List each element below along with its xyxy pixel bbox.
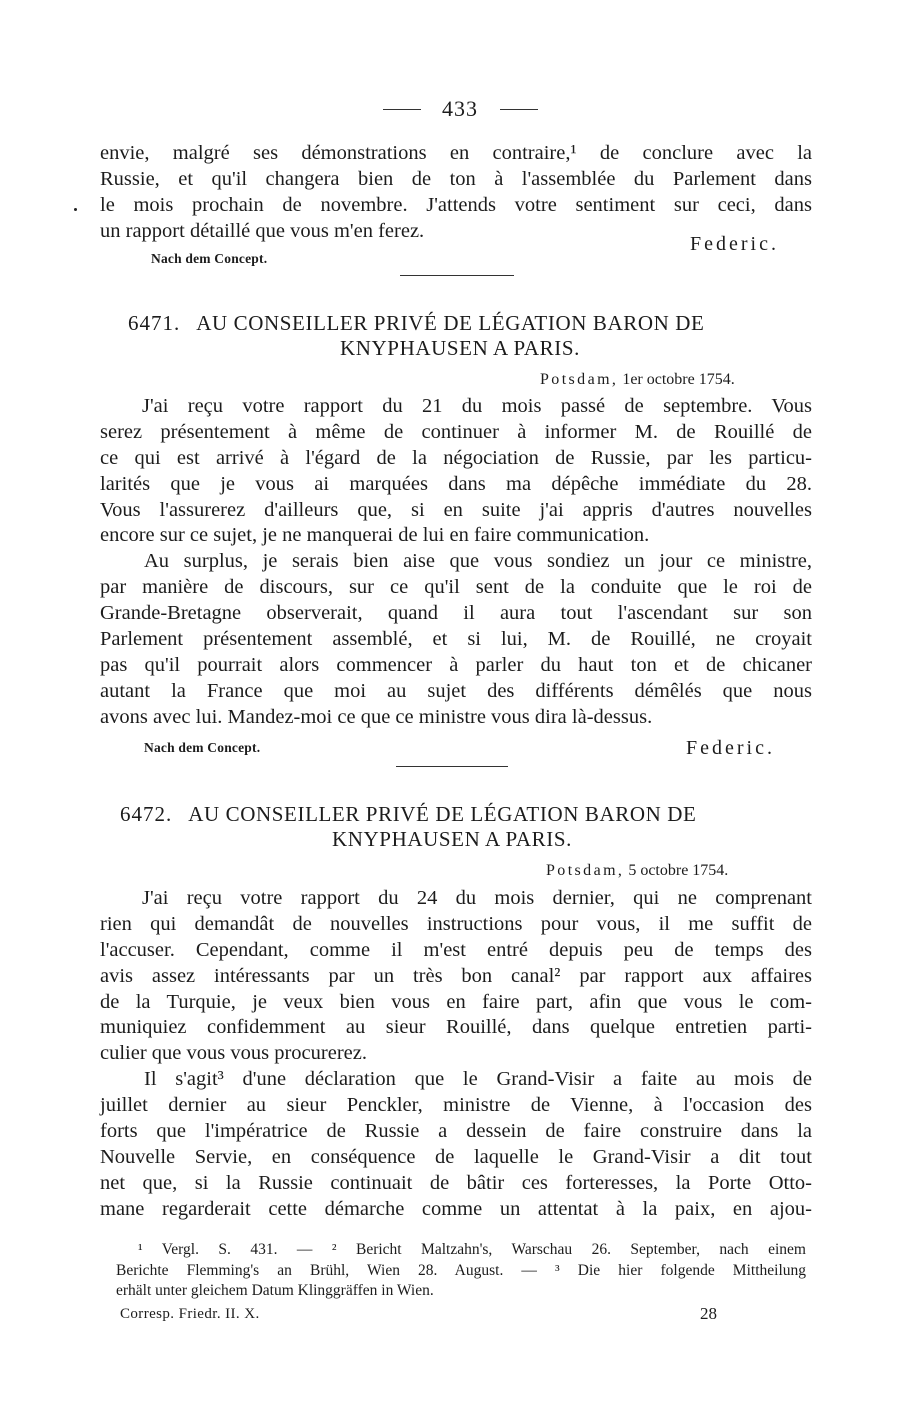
text-line: culier que vous vous procurerez.: [100, 1042, 367, 1065]
letter-title-line: 6471. AU CONSEILLER PRIVÉ DE LÉGATION BARON DE: [128, 311, 705, 335]
text-line: par manière de discours, sur ce qu'il sent de la conduite que le roi de: [100, 576, 812, 599]
letter-number: 6471.: [128, 311, 181, 335]
text-line: envie, malgré ses démonstrations en contraire,¹ de conclure avec la: [100, 142, 812, 164]
text-line: Il s'agit³ d'une déclaration que le Grand-Visir a faite au mois de: [144, 1068, 812, 1091]
text-line: net que, si la Russie continuait de bâtir ces forteresses, la Porte Otto-: [100, 1171, 812, 1194]
footnote-line: ¹ Vergl. S. 431. — ² Bericht Maltzahn's, Warschau 26. September, nach einem: [138, 1241, 806, 1258]
text-line: larités que je vous ai marquées dans ma dépêche immédiate du 28.: [100, 472, 812, 495]
letter-heading: [128, 311, 792, 361]
header-rule-right: [500, 109, 538, 110]
text-line: J'ai reçu votre rapport du 21 du mois passé de septembre. Vous: [142, 395, 812, 417]
section-separator: [400, 275, 514, 276]
footnote-line: erhält unter gleichem Datum Klinggräffen in Wien.: [116, 1282, 434, 1299]
text-line: le mois prochain de novembre. J'attends votre sentiment sur ceci, dans: [100, 193, 812, 216]
text-line: pas qu'il pourrait alors commencer à parler du haut ton et de chicaner: [100, 653, 812, 676]
dateline-date: 1er octobre 1754.: [622, 371, 735, 388]
text-line: Au surplus, je serais bien aise que vous sondiez un jour ce ministre,: [144, 550, 812, 573]
text-line: serez présentement à même de continuer à informer M. de Rouillé de: [100, 420, 812, 443]
letter-title-line: 6472. AU CONSEILLER PRIVÉ DE LÉGATION BARON DE: [120, 802, 697, 826]
text-line: de la Turquie, je veux bien vous en faire part, afin que vous le com-: [100, 990, 812, 1013]
letter-number: 6472.: [120, 802, 173, 826]
section-separator: [396, 766, 508, 767]
dateline: [546, 862, 728, 880]
dateline-date: 5 octobre 1754.: [628, 862, 729, 879]
text-line: muniquiez confidemment au sieur Rouillé, dans quelque entretien parti-: [100, 1016, 812, 1039]
text-line: ce qui est arrivé à l'égard de la négociation de Russie, par les particu-: [100, 446, 812, 469]
margin-mark: [74, 208, 77, 211]
letter-body: [100, 394, 812, 731]
text-line: Nouvelle Servie, en conséquence de laquelle le Grand-Visir a dit tout: [100, 1145, 812, 1168]
dateline-place: Potsdam,: [540, 371, 619, 388]
text-line: encore sur ce sujet, je ne manquerai de lui en faire communication.: [100, 524, 650, 547]
concept-note: Nach dem Concept.: [151, 251, 268, 266]
text-line: forts que l'impératrice de Russie a dessein de faire construire dans la: [100, 1120, 812, 1143]
text-line: Vous l'assurerez d'ailleurs que, si en suite j'ai appris d'autres nouvelles: [100, 498, 812, 521]
letter-body: [100, 886, 812, 1223]
text-line: mane regarderait cette démarche comme un attentat à la paix, en ajou-: [100, 1197, 812, 1220]
footnote-line: Berichte Flemming's an Brühl, Wien 28. August. — ³ Die hier folgende Mittheilung: [116, 1261, 806, 1279]
text-line: avons avec lui. Mandez-moi ce que ce ministre vous dira là-dessus.: [100, 705, 653, 728]
signature: Federic.: [686, 737, 775, 759]
footnotes: [116, 1240, 806, 1302]
signature-mark: 28: [700, 1304, 717, 1323]
text-line: Grande-Bretagne observerait, quand il aura tout l'ascendant sur son: [100, 602, 812, 625]
concept-note: Nach dem Concept.: [144, 740, 261, 755]
letter-heading: [120, 802, 784, 852]
continuation-text: [100, 141, 812, 245]
signature: Federic.: [690, 233, 779, 255]
page-number: 433: [442, 96, 478, 121]
text-line: un rapport détaillé que vous m'en ferez.: [100, 219, 425, 242]
text-line: avis assez intéressants par un très bon canal² par rapport aux affaires: [100, 964, 812, 987]
header-rule-left: [383, 109, 421, 110]
letter-title-line: KNYPHAUSEN A PARIS.: [340, 336, 580, 360]
text-line: autant la France que moi au sujet des différents démêlés que nous: [100, 679, 812, 702]
dateline: [540, 371, 735, 389]
footer-source: Corresp. Friedr. II. X.: [120, 1306, 260, 1322]
text-line: l'accuser. Cependant, comme il m'est entré depuis peu de temps des: [100, 938, 812, 961]
text-line: Parlement présentement assemblé, et si lui, M. de Rouillé, ne croyait: [100, 628, 812, 651]
text-line: juillet dernier au sieur Penckler, ministre de Vienne, à l'occasion des: [100, 1094, 812, 1117]
text-line: rien qui demandât de nouvelles instructions pour vous, il me suffit de: [100, 912, 812, 935]
letter-title-line: KNYPHAUSEN A PARIS.: [332, 827, 572, 851]
dateline-place: Potsdam,: [546, 862, 625, 879]
text-line: Russie, et qu'il changera bien de ton à l'assemblée du Parlement dans: [100, 167, 812, 190]
text-line: J'ai reçu votre rapport du 24 du mois dernier, qui ne comprenant: [142, 887, 812, 909]
